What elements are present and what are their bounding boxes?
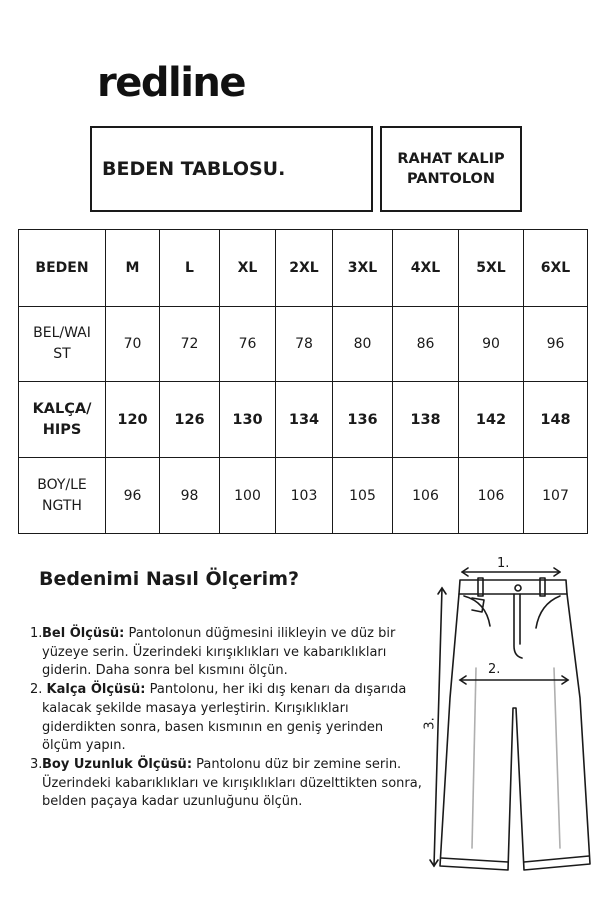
size-header-cell: XL bbox=[220, 230, 276, 307]
instruction-text: belden paçaya kadar uzunluğunu ölçün. bbox=[42, 794, 303, 810]
table-cell: 106 bbox=[459, 458, 524, 534]
instruction-text: giderin. Daha sonra bel kısmını ölçün. bbox=[42, 663, 288, 679]
size-header-cell: 4XL bbox=[393, 230, 459, 307]
size-header-cell: 3XL bbox=[333, 230, 393, 307]
table-cell: 100 bbox=[220, 458, 276, 534]
table-cell: 148 bbox=[524, 382, 588, 458]
waist-row-label bbox=[19, 307, 106, 382]
size-header-cell: M bbox=[106, 230, 160, 307]
size-header-label: BEDEN bbox=[19, 230, 106, 307]
instruction-number: 1. bbox=[30, 626, 43, 641]
instruction-item-waist bbox=[30, 625, 430, 681]
size-chart-title-box bbox=[90, 126, 373, 212]
length-row bbox=[19, 458, 588, 534]
table-cell: 105 bbox=[333, 458, 393, 534]
table-cell: 120 bbox=[106, 382, 160, 458]
instruction-text: kalacak şekilde masaya yerleştirin. Kırışıklıkları bbox=[42, 700, 349, 716]
table-cell: 106 bbox=[393, 458, 459, 534]
pants-waistband bbox=[459, 580, 567, 594]
table-cell: 130 bbox=[220, 382, 276, 458]
table-cell: 134 bbox=[276, 382, 333, 458]
front-pocket-right bbox=[536, 596, 560, 628]
instruction-item-length bbox=[30, 756, 430, 812]
instruction-text: giderdikten sonra, basen kısmının en geniş yerinden bbox=[42, 719, 384, 735]
fit-type-line1: RAHAT KALIP bbox=[397, 151, 505, 167]
row-label-line: ST bbox=[53, 346, 71, 362]
instruction-item-hips bbox=[30, 681, 430, 756]
pants-measurement-icon bbox=[420, 548, 600, 888]
table-cell: 86 bbox=[393, 307, 459, 382]
size-header-cell: 5XL bbox=[459, 230, 524, 307]
table-cell: 78 bbox=[276, 307, 333, 382]
measurement-instructions bbox=[30, 625, 430, 812]
fit-type-line2: PANTOLON bbox=[406, 171, 496, 187]
table-cell: 96 bbox=[106, 458, 160, 534]
size-table bbox=[18, 229, 588, 534]
table-cell: 72 bbox=[160, 307, 220, 382]
hips-row bbox=[19, 382, 588, 458]
size-header-cell: 2XL bbox=[276, 230, 333, 307]
instruction-number: 3. bbox=[30, 756, 43, 772]
instruction-text: Üzerindeki kabarıklıkları ve kırışıklıkları düzelttikten sonra, bbox=[42, 775, 422, 791]
row-label-line: BOY/LE bbox=[37, 476, 87, 493]
hips-row-label bbox=[19, 382, 106, 458]
row-label-line: KALÇA/ bbox=[32, 400, 92, 417]
instruction-text: Pantolonu, her iki dış kenarı da dışarıda bbox=[145, 682, 407, 698]
table-cell: 96 bbox=[524, 307, 588, 382]
size-header-cell: L bbox=[160, 230, 220, 307]
table-cell: 126 bbox=[160, 382, 220, 458]
table-cell: 103 bbox=[276, 458, 333, 534]
size-chart-title: BEDEN TABLOSU. bbox=[102, 158, 286, 180]
row-label-line: NGTH bbox=[42, 497, 82, 514]
fit-type-box bbox=[380, 126, 522, 212]
instruction-text: Pantolonun düğmesini ilikleyin ve düz bir bbox=[124, 626, 396, 641]
size-header-row bbox=[19, 230, 588, 307]
instruction-text: Pantolonu düz bir zemine serin. bbox=[192, 756, 402, 772]
table-cell: 136 bbox=[333, 382, 393, 458]
instruction-text: yüzeye serin. Üzerindeki kırışıklıkları ve kabarıklıkları bbox=[42, 644, 387, 660]
table-cell: 80 bbox=[333, 307, 393, 382]
table-cell: 76 bbox=[220, 307, 276, 382]
waist-row bbox=[19, 307, 588, 382]
length-measure-label: 3. bbox=[422, 717, 438, 730]
measurement-guide-heading: Bedenimi Nasıl Ölçerim? bbox=[39, 568, 300, 590]
table-cell: 98 bbox=[160, 458, 220, 534]
instruction-number: 2. bbox=[30, 682, 43, 698]
table-cell: 142 bbox=[459, 382, 524, 458]
table-cell: 90 bbox=[459, 307, 524, 382]
size-header-cell: 6XL bbox=[524, 230, 588, 307]
instruction-title: Bel Ölçüsü: bbox=[42, 626, 125, 641]
pants-button bbox=[515, 585, 521, 591]
instruction-text: ölçüm yapın. bbox=[42, 738, 126, 754]
table-cell: 70 bbox=[106, 307, 160, 382]
brand-logo: redline bbox=[97, 60, 246, 106]
table-cell: 107 bbox=[524, 458, 588, 534]
pants-outline bbox=[440, 594, 590, 870]
table-cell: 138 bbox=[393, 382, 459, 458]
row-label-line: BEL/WAI bbox=[33, 325, 91, 341]
row-label-line: HIPS bbox=[42, 421, 82, 438]
hips-measure-label: 2. bbox=[488, 662, 501, 677]
waist-measure-label: 1. bbox=[497, 556, 510, 571]
instruction-title: Boy Uzunluk Ölçüsü: bbox=[42, 756, 193, 772]
length-row-label bbox=[19, 458, 106, 534]
instruction-title: Kalça Ölçüsü: bbox=[42, 682, 146, 698]
